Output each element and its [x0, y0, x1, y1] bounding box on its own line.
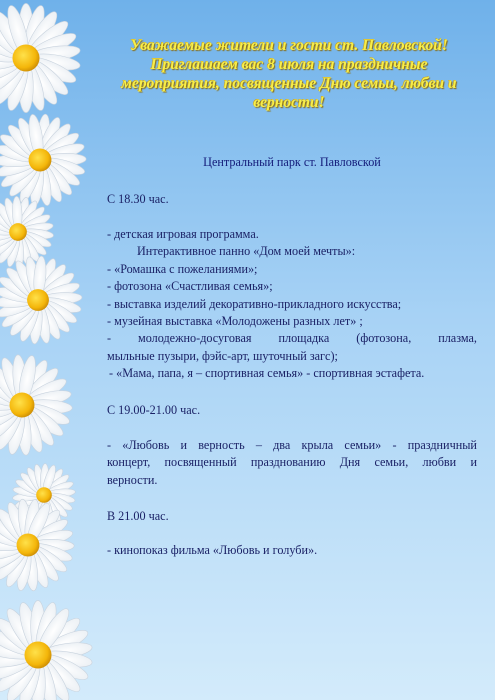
activity-item: [107, 330, 477, 347]
daisy-center: [10, 393, 35, 418]
activity-item: - выставка изделий декоративно-прикладного искусства;: [107, 296, 402, 311]
word: семьи»: [344, 438, 382, 452]
daisy-flower: [0, 600, 93, 700]
greeting-line-1: Уважаемые жители и гости ст. Павловской!: [130, 37, 448, 54]
word: –: [255, 438, 262, 452]
greeting-header: [100, 36, 478, 112]
word: и: [180, 438, 188, 452]
time-slot-1-activities: [107, 226, 477, 383]
daisy-center: [36, 487, 52, 503]
word: любви: [422, 455, 457, 470]
word: семьи,: [374, 455, 409, 470]
activity-item: мыльные пузыри, фэйс-арт, шуточный загс);: [107, 348, 338, 363]
word: Дня: [339, 455, 361, 470]
daisy-center: [9, 223, 27, 241]
word: посвященный: [164, 455, 237, 470]
word: два: [273, 438, 291, 452]
daisy-flower: [0, 113, 86, 206]
activity-item: - «Мама, папа, я – спортивная семья» - спортивная эстафета.: [109, 366, 425, 381]
word: праздничный: [407, 438, 477, 452]
word: (фотозона,: [356, 331, 412, 346]
word: молодежно-досуговая: [138, 331, 252, 346]
greeting-line-4: верности!: [253, 94, 325, 111]
time-slot-3: В 21.00 час.: [107, 509, 169, 523]
daisy-flower: [0, 354, 73, 456]
daisy-flower: [0, 3, 81, 112]
activity-item: - детская игровая программа.: [107, 227, 259, 241]
activity-item: верности.: [107, 472, 158, 487]
greeting-line-3: мероприятия, посвященные Дню семьи, любви и: [121, 75, 457, 92]
activity-item: - музейная выставка «Молодожены разных лет» ;: [107, 314, 363, 329]
word: -: [107, 331, 112, 346]
time-slot-2-activities: [107, 437, 477, 489]
word: крыла: [301, 438, 334, 452]
daisy-center: [29, 149, 52, 172]
daisy-center: [17, 534, 40, 557]
daisy-flower: [0, 256, 82, 345]
word: -: [392, 438, 397, 452]
word: концерт,: [107, 455, 151, 470]
time-slot-1: С 18.30 час.: [107, 192, 169, 206]
word: -: [107, 438, 112, 452]
word: «Любовь: [122, 438, 170, 452]
daisy-center: [12, 44, 39, 71]
daisy-border-decoration: [0, 0, 105, 700]
greeting-line-2: Приглашаем вас 8 июля на праздничные: [150, 56, 428, 73]
word: и: [470, 455, 477, 470]
word: плазма,: [438, 331, 477, 346]
activity-item: [107, 454, 477, 471]
daisy-flower: [0, 196, 54, 268]
activity-item: - кинопоказ фильма «Любовь и голуби».: [107, 543, 318, 557]
time-slot-3-activities: [107, 542, 477, 559]
word: площадка: [278, 331, 330, 346]
activity-item: - фотозона «Счастливая семья»;: [107, 279, 273, 294]
daisy-center: [27, 289, 49, 311]
word: празднованию: [250, 455, 326, 470]
daisy-center: [24, 641, 51, 668]
time-slot-2: С 19.00-21.00 час.: [107, 403, 201, 417]
activity-item: - «Ромашка с пожеланиями»;: [107, 261, 258, 276]
venue-title: Центральный парк ст. Павловской: [203, 155, 381, 169]
activity-item: Интерактивное панно «Дом моей мечты»:: [137, 244, 356, 259]
activity-item: [107, 437, 477, 454]
word: верность: [198, 438, 245, 452]
